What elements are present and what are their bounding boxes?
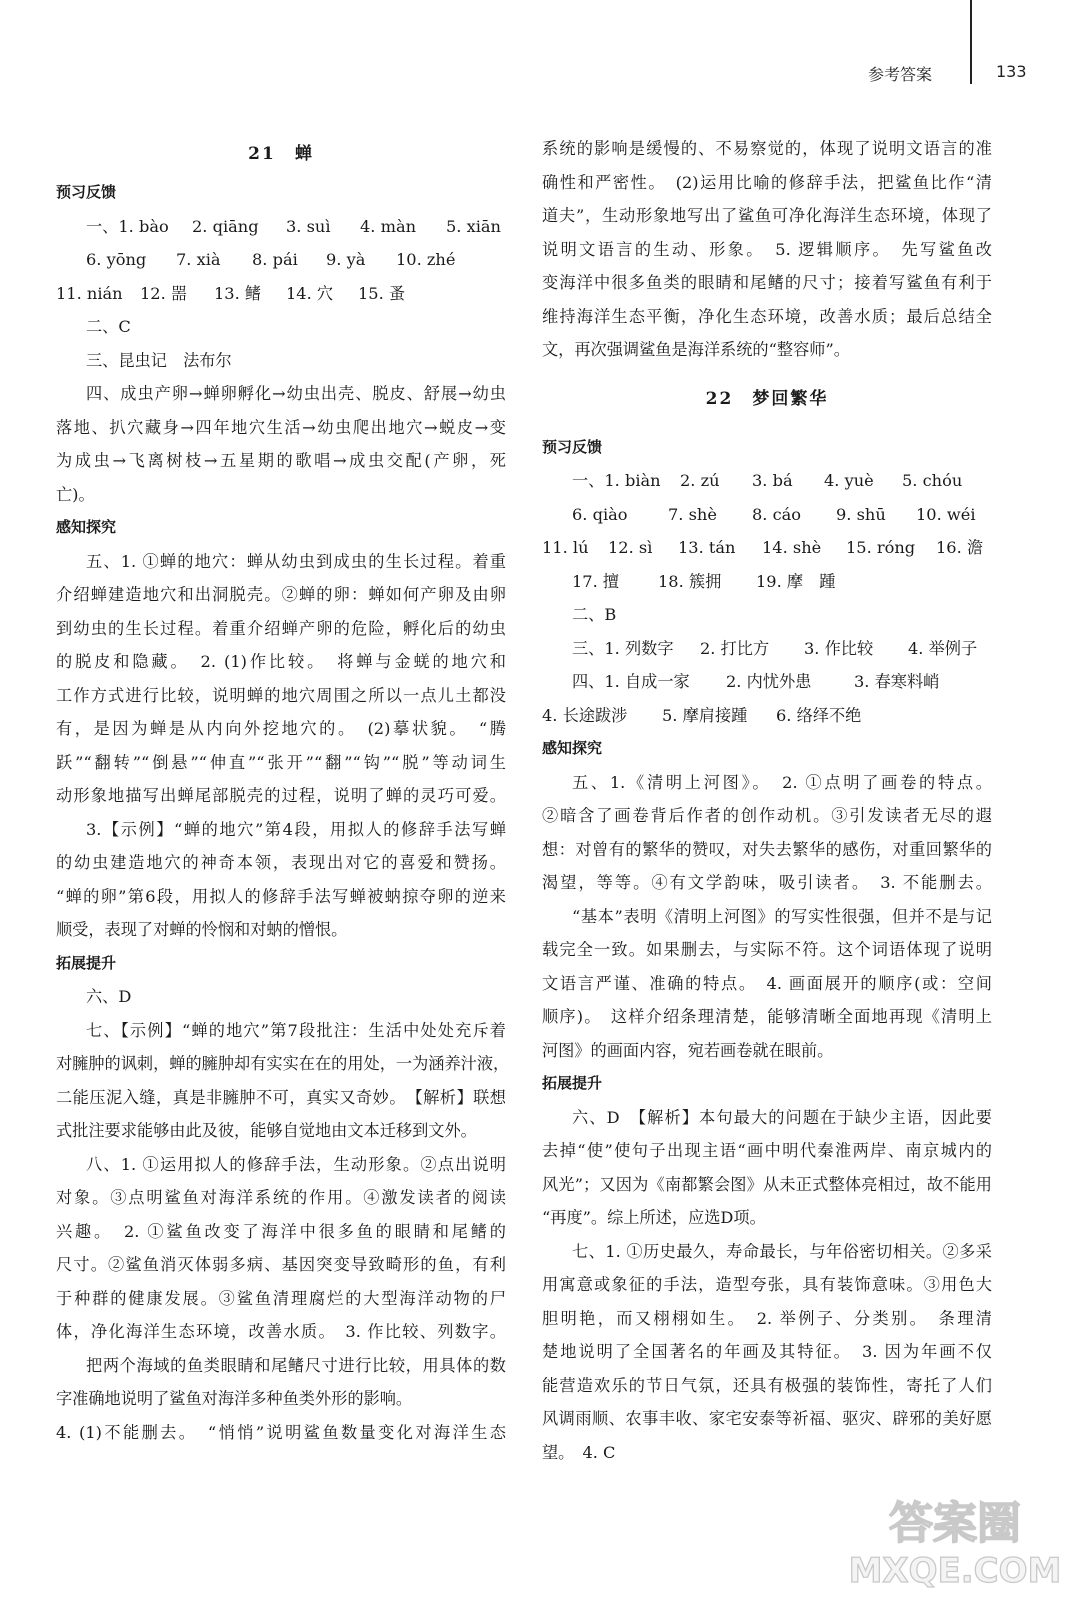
answer-line: 能营造欢乐的节日气氛，还具有极强的装饰性，寄托了人们 — [542, 1375, 992, 1395]
answer-line: 四、成虫产卵→蝉卵孵化→幼虫出壳、脱皮、舒展→幼虫 — [86, 384, 506, 403]
answer-item: 10. wéi — [916, 504, 976, 524]
answer-line: 望。 4. C — [542, 1442, 616, 1462]
answer-line: 式批注要求能够由此及彼，能够自觉地由文本迁移到文外。 — [56, 1121, 477, 1140]
answer-item: 13. 鳍 — [214, 283, 262, 303]
answer-item: 15. róng — [846, 538, 916, 557]
answer-line: 系统的影响是缓慢的、不易察觉的，体现了说明文语言的准 — [542, 139, 992, 158]
answer-item: 四、1. 自成一家 — [572, 672, 690, 691]
answer-item: 18. 簇拥 — [658, 571, 722, 591]
answer-line: 道夫”，生动形象地写出了鲨鱼可净化海洋生态环境，体现了 — [542, 206, 992, 225]
answer-line: 亡)。 — [56, 484, 95, 504]
answer-item: 11. nián — [56, 283, 123, 303]
answer-item: 2. qiāng — [192, 216, 259, 236]
answer-line: 风调雨顺、农事丰收、家宅安泰等祈福、驱灾、辟邪的美好愿 — [542, 1409, 992, 1428]
answer-item: 7. xià — [176, 250, 221, 269]
answer-line: 六、D 【解析】本句最大的问题在于缺少主语，因此要 — [572, 1107, 992, 1127]
answer-line: 胆明艳，而又栩栩如生。 2. 举例子、分类别。 条理清 — [542, 1308, 992, 1328]
answer-line: 体，净化海洋生态环境，改善水质。 3. 作比较、列数字。 — [56, 1322, 506, 1341]
pinyin-row — [56, 210, 506, 244]
heading-explore: 感知探究 — [56, 518, 117, 536]
answer-item: 3. 春寒料峭 — [854, 672, 940, 691]
answer-line: 为成虫→飞离树枝→五星期的歌唱→成虫交配(产卵，死 — [56, 451, 506, 470]
heading-extend: 拓展提升 — [56, 953, 117, 972]
answer-line: 3.【示例】“蝉的地穴”第4段，用拟人的修辞手法写蝉 — [86, 819, 506, 839]
answer-line: 楚地说明了全国著名的年画及其特征。 3. 因为年画不仅 — [542, 1342, 992, 1361]
answer-line: 去掉“使”使句子出现主语“画中明代秦淮两岸、南京城内的 — [542, 1141, 992, 1160]
answer-item: 9. shū — [836, 504, 886, 524]
answer-item: 14. 穴 — [286, 283, 334, 303]
answer-item: 8. cáo — [752, 504, 802, 524]
answer-item: 12. 噐 — [140, 283, 188, 303]
answer-line: 文，再次强调鲨鱼是海洋系统的“整容师”。 — [542, 340, 850, 359]
watermark-text-url: MXQE.COM — [848, 1551, 1062, 1591]
answer-item: 17. 擅 — [572, 571, 620, 591]
answer-line: 三、昆虫记 法布尔 — [86, 350, 232, 370]
answer-line: 兴趣。 2. ①鲨鱼改变了海洋中很多鱼的眼睛和尾鳍的 — [56, 1221, 506, 1241]
answer-line: 风光”；又因为《南都繁会图》从未正式整体亮相过，故不能用 — [542, 1174, 992, 1194]
pinyin-row — [56, 243, 506, 277]
pinyin-row — [542, 464, 992, 498]
answer-line: 介绍蝉建造地穴和出洞脱壳。②蝉的卵：蝉如何产卵及由卵 — [56, 585, 506, 604]
answer-item: 三、1. 列数字 — [572, 638, 674, 658]
header-divider — [970, 0, 972, 84]
answer-line: 的幼虫建造地穴的神奇本领，表现出对它的喜爱和赞扬。 — [56, 853, 506, 872]
watermark-text-cn: 答案圈 — [889, 1498, 1021, 1549]
answer-line: 八、1. ①运用拟人的修辞手法，生动形象。②点出说明 — [86, 1154, 506, 1174]
answer-item: 15. 蚤 — [358, 283, 406, 303]
answer-line: 确性和严密性。 (2)运用比喻的修辞手法，把鲨鱼比作“清 — [542, 172, 992, 192]
answer-line: 想：对曾有的繁华的赞叹，对失去繁华的感伤，对重回繁华的 — [542, 839, 992, 859]
answer-item: 6. qiào — [572, 504, 628, 524]
answer-line: 渴望，等等。④有文学韵味，吸引读者。 3. 不能删去。 — [542, 873, 992, 892]
answer-line: 六、D — [86, 987, 132, 1006]
answer-line: 五、1. ①蝉的地穴：蝉从幼虫到成虫的生长过程。着重 — [86, 551, 506, 571]
answer-item: 3. suì — [286, 216, 331, 236]
answer-line: 4. (1)不能删去。 “悄悄”说明鲨鱼数量变化对海洋生态 — [56, 1422, 506, 1442]
answer-line: 落地、扒穴藏身→四年地穴生活→幼虫爬出地穴→蜕皮→变 — [56, 417, 506, 437]
answer-line: 于种群的健康发展。③鲨鱼清理腐烂的大型海洋动物的尸 — [56, 1288, 506, 1308]
heading-preview: 预习反馈 — [542, 437, 603, 456]
answer-item: 9. yà — [326, 250, 366, 269]
section-title-22: 22 梦回繁华 — [705, 388, 829, 409]
answer-line: 有，是因为蝉是从内向外挖地穴的。 (2)摹状貌。 “腾 — [56, 719, 506, 738]
page-header — [0, 0, 1081, 90]
answer-row — [542, 665, 992, 699]
answer-item: 4. màn — [360, 216, 417, 236]
answer-line: “再度”。综上所述，应选D项。 — [542, 1208, 766, 1227]
answer-item: 6. 络绎不绝 — [776, 705, 862, 725]
answer-line: 对象。③点明鲨鱼对海洋系统的作用。④激发读者的阅读 — [56, 1188, 506, 1207]
answer-item: 2. 内忧外患 — [726, 672, 812, 691]
right-column — [542, 132, 992, 1469]
answer-line: 顺序)。 这样介绍条理清楚，能够清晰全面地再现《清明上 — [542, 1007, 992, 1026]
answer-item: 一、1. biàn — [572, 471, 661, 490]
answer-item: 19. 摩 踵 — [756, 571, 836, 591]
answer-item: 3. 作比较 — [804, 638, 874, 658]
answer-line: 对臃肿的讽刺，蝉的臃肿却有实实在在的用处，一为涵养汁液， — [56, 1054, 510, 1073]
pinyin-row — [56, 277, 506, 311]
answer-item: 11. lú — [542, 538, 589, 557]
answer-line: 载完全一致。如果删去，与实际不符。这个词语体现了说明 — [542, 940, 992, 959]
pinyin-row — [542, 565, 992, 599]
answer-line: 到幼虫的生长过程。着重介绍蝉产卵的危险，孵化后的幼虫 — [56, 618, 506, 638]
answer-line: 的脱皮和隐藏。 2. (1)作比较。 将蝉与金蜣的地穴和 — [56, 652, 506, 671]
answer-line: 顺受，表现了对蝉的怜悯和对蚋的憎恨。 — [56, 920, 348, 939]
answer-line: 七、【示例】“蝉的地穴”第7段批注：生活中处处充斥着 — [86, 1020, 506, 1040]
answer-item: 10. zhé — [396, 250, 456, 269]
answer-item: 2. 打比方 — [700, 638, 770, 658]
section-title-21: 21 蝉 — [248, 144, 314, 164]
answer-row — [542, 632, 992, 666]
answer-line: 动形象地描写出蝉尾部脱壳的过程，说明了蝉的灵巧可爱。 — [56, 786, 506, 805]
answer-line: “蝉的卵”第6段，用拟人的修辞手法写蝉被蚋掠夺卵的逆来 — [56, 886, 506, 906]
answer-item: 5. 摩肩接踵 — [662, 705, 748, 725]
answer-item: 6. yōng — [86, 250, 147, 269]
answer-line: 七、1. ①历史最久，寿命最长，与年俗密切相关。②多采 — [572, 1241, 992, 1261]
answer-line: 文语言严谨、准确的特点。 4. 画面展开的顺序(或：空间 — [542, 973, 992, 993]
answer-line: 变海洋中很多鱼类的眼睛和尾鳍的尺寸；接着写鲨鱼有利于 — [542, 273, 992, 292]
pinyin-row — [542, 531, 992, 565]
answer-line: “基本”表明《清明上河图》的写实性很强，但并不是与记 — [572, 906, 992, 926]
running-title: 参考答案 — [868, 65, 933, 84]
heading-preview: 预习反馈 — [56, 183, 117, 201]
answer-line: 说明文语言的生动、形象。 5. 逻辑顺序。 先写鲨鱼改 — [542, 239, 992, 259]
answer-item: 5. chóu — [902, 471, 963, 490]
answer-item: 一、1. bào — [86, 216, 169, 236]
answer-line: 字准确地说明了鲨鱼对海洋多种鱼类外形的影响。 — [56, 1389, 413, 1408]
answer-item: 13. tán — [678, 538, 736, 557]
answer-line: 工作方式进行比较，说明蝉的地穴周围之所以一点儿土都没 — [56, 685, 506, 705]
answer-line: 二、C — [86, 317, 131, 336]
pinyin-row — [542, 498, 992, 532]
answer-line: 河图》的画面内容，宛若画卷就在眼前。 — [542, 1040, 834, 1060]
heading-explore: 感知探究 — [542, 739, 603, 757]
answer-line: 维持海洋生态平衡，净化生态环境，改善水质；最后总结全 — [542, 306, 992, 326]
answer-line: 尺寸。②鲨鱼消灭体弱多病、基因突变导致畸形的鱼，有利 — [56, 1255, 506, 1274]
answer-item: 5. xiān — [446, 216, 501, 236]
answer-item: 2. zú — [680, 471, 720, 490]
answer-item: 4. yuè — [824, 471, 874, 490]
answer-line: 跃”“翻转”“倒悬”“伸直”“张开”“翻”“钩”“脱”等动词生 — [56, 752, 506, 772]
answer-item: 16. 澹 — [936, 538, 984, 557]
answer-line: 把两个海域的鱼类眼睛和尾鳍尺寸进行比较，用具体的数 — [86, 1355, 506, 1375]
answer-item: 14. shè — [762, 538, 822, 557]
answer-item: 4. 举例子 — [908, 638, 978, 658]
answer-line: 五、1.《清明上河图》。 2. ①点明了画卷的特点。 — [572, 772, 992, 792]
watermark-logo — [845, 1486, 1065, 1591]
answer-row — [542, 699, 992, 733]
heading-extend: 拓展提升 — [542, 1074, 603, 1092]
answer-item: 7. shè — [668, 504, 717, 524]
answer-line: ②暗含了画卷背后作者的创作动机。③引发读者无尽的遐 — [542, 806, 992, 825]
left-column — [56, 132, 510, 1449]
answer-item: 8. pái — [252, 250, 298, 269]
answer-item: 4. 长途跋涉 — [542, 705, 628, 725]
answer-item: 12. sì — [608, 538, 653, 557]
answer-line: 二、B — [572, 605, 617, 624]
answer-line: 二能压泥入缝，真是非臃肿不可，真实又奇妙。 【解析】联想 — [56, 1087, 506, 1107]
page-number: 133 — [996, 62, 1027, 81]
answer-item: 3. bá — [752, 471, 793, 490]
answer-line: 用寓意或象征的手法，造型夸张，具有装饰意味。③用色大 — [542, 1275, 992, 1294]
